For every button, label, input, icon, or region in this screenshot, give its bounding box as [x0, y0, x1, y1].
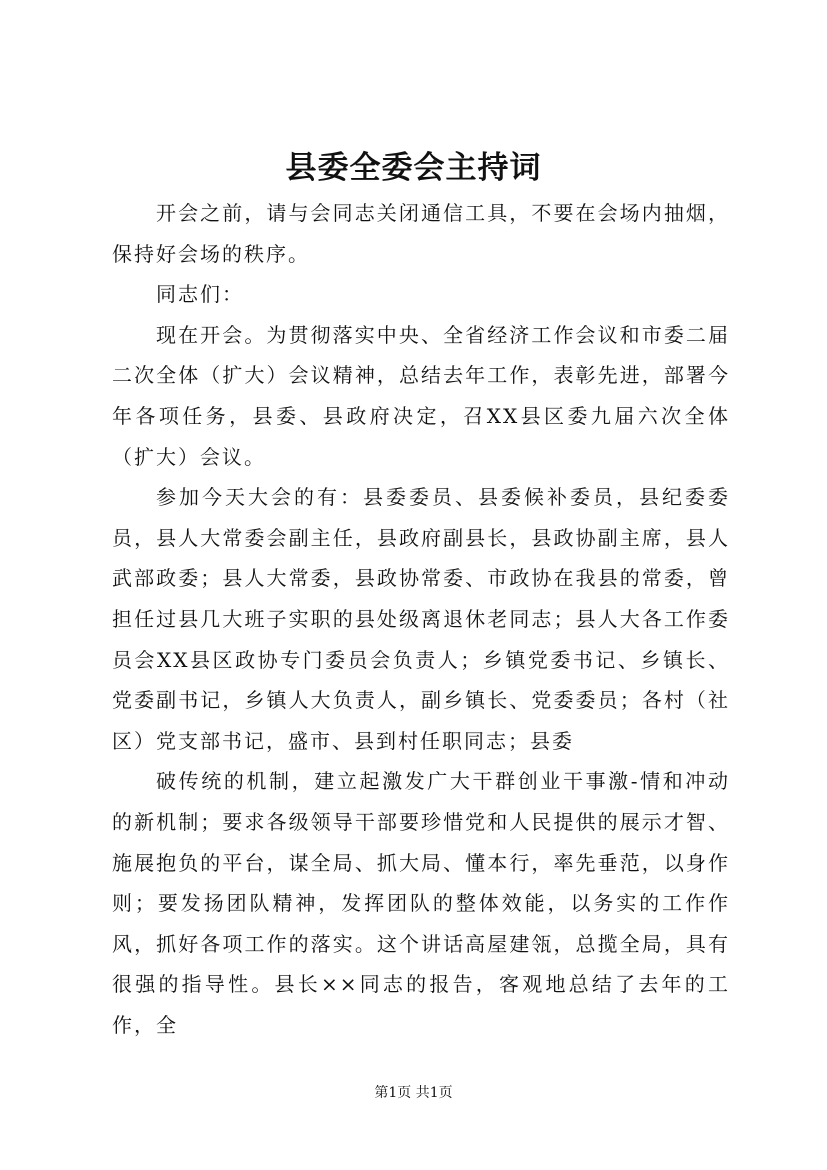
- paragraph-opening-notice: 开会之前，请与会同志关闭通信工具，不要在会场内抽烟，保持好会场的秩序。: [112, 201, 730, 266]
- document-body: [112, 193, 730, 1045]
- paragraph-attendees: 参加今天大会的有：县委委员、县委候补委员，县纪委委员，县人大常委会副主任，县政府副县长，县政协副主席，县人武部政委；县人大常委，县政协常委、市政协在我县的常委，曾担任过县几大班子实职的县处级离退休老同志；县人大各工作委员会XX县区政协专门委员会负责人；乡镇党委书记、乡镇长、党委副书记，乡镇人大负责人，副乡镇长、党委委员；各村（社区）党支部书记，盛市、县到村任职同志；县委: [112, 485, 730, 753]
- paragraph-salutation: 同志们：: [156, 282, 244, 307]
- paragraph-mechanism: 破传统的机制，建立起激发广大干群创业干事激-情和冲动的新机制；要求各级领导干部要珍惜党和人民提供的展示才智、施展抱负的平台，谋全局、抓大局、懂本行，率先垂范，以身作则；要发扬团队精神，发挥团队的整体效能，以务实的工作作风，抓好各项工作的落实。这个讲话高屋建瓴，总揽全局，具有很强的指导性。县长××同志的报告，客观地总结了去年的工作，全: [112, 769, 730, 1037]
- paragraph-meeting-opening: 现在开会。为贯彻落实中央、全省经济工作会议和市委二届二次全体（扩大）会议精神，总结去年工作，表彰先进，部署今年各项任务，县委、县政府决定，召XX县区委九届六次全体（扩大）会议。: [112, 322, 730, 469]
- document-title: 县委全委会主持词: [285, 150, 542, 186]
- page-number-footer: 第1页 共1页: [374, 1085, 453, 1101]
